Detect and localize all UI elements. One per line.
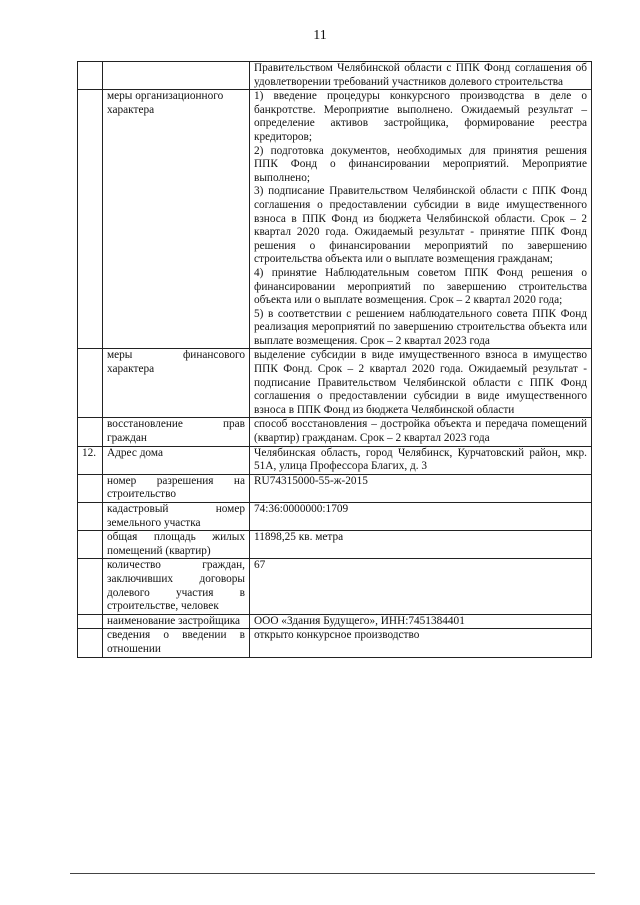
number-cell	[78, 62, 103, 90]
financial-measures-label: меры финансового характера	[103, 349, 250, 418]
table-row	[78, 90, 592, 349]
bottom-rule	[70, 873, 595, 874]
permit-label: номер разрешения на строительство	[103, 474, 250, 502]
area-value: 11898,25 кв. метра	[250, 531, 592, 559]
number-cell	[78, 474, 103, 502]
org-measures-label: меры организационного характера	[103, 90, 250, 349]
area-label: общая площадь жилых помещений (квартир)	[103, 531, 250, 559]
table-row	[78, 629, 592, 657]
table-row	[78, 62, 592, 90]
table-row	[78, 531, 592, 559]
table-row	[78, 349, 592, 418]
restoration-value: способ восстановления – достройка объекта и передача помещений (квартир) гражданам. Срок – 2 квартал 2023 года	[250, 418, 592, 446]
number-cell	[78, 629, 103, 657]
measures-table	[77, 61, 592, 658]
restoration-label: восстановление прав граждан	[103, 418, 250, 446]
number-cell	[78, 559, 103, 614]
number-cell	[78, 503, 103, 531]
list-item: 5) в соответствии с решением наблюдательного совета ППК Фонд реализация мероприятий по завершению строительства объекта или выплате возмещения. Срок – 2 квартал 2023 года	[254, 307, 587, 347]
address-label: Адрес дома	[103, 446, 250, 474]
label-cell	[103, 62, 250, 90]
table-row	[78, 418, 592, 446]
citizens-label: количество граждан, заключивших договоры долевого участия в строительстве, человек	[103, 559, 250, 614]
table-row	[78, 446, 592, 474]
item-number: 12.	[78, 446, 103, 474]
cadastral-value: 74:36:0000000:1709	[250, 503, 592, 531]
table-row	[78, 474, 592, 502]
financial-measures-value: выделение субсидии в виде имущественного взноса в имущество ППК Фонд. Срок – 2 квартал 2020 года. Ожидаемый результат - подписание Правительством Челябинской области с ППК Фонд соглашения о предоставлении субсидии в виде имущественного взноса в ППК Фонд из бюджета Челябинской области	[250, 349, 592, 418]
bankruptcy-value: открыто конкурсное производство	[250, 629, 592, 657]
cadastral-label: кадастровый номер земельного участка	[103, 503, 250, 531]
developer-label: наименование застройщика	[103, 614, 250, 629]
number-cell	[78, 531, 103, 559]
citizens-value: 67	[250, 559, 592, 614]
number-cell	[78, 418, 103, 446]
bankruptcy-label: сведения о введении в отношении	[103, 629, 250, 657]
continued-text: Правительством Челябинской области с ППК Фонд соглашения об удовлетворении требований участников долевого строительства	[250, 62, 592, 90]
table-row	[78, 559, 592, 614]
table-row	[78, 503, 592, 531]
number-cell	[78, 614, 103, 629]
number-cell	[78, 90, 103, 349]
list-item: 1) введение процедуры конкурсного производства в деле о банкротстве. Мероприятие выполнено. Ожидаемый результат – определение активов застройщика, формирование реестра кредиторов;	[254, 90, 587, 143]
permit-value: RU74315000-55-ж-2015	[250, 474, 592, 502]
number-cell	[78, 349, 103, 418]
table-row	[78, 614, 592, 629]
org-measures-list	[250, 90, 592, 349]
developer-value: ООО «Здания Будущего», ИНН:7451384401	[250, 614, 592, 629]
list-item: 2) подготовка документов, необходимых для принятия решения ППК Фонд о финансировании мероприятий. Мероприятие выполнено;	[254, 144, 587, 184]
list-item: 4) принятие Наблюдательным советом ППК Фонд решения о финансировании мероприятий по завершению строительства объекта или о выплате возмещения. Срок – 2 квартал 2020 года;	[254, 266, 587, 307]
address-value: Челябинская область, город Челябинск, Курчатовский район, мкр. 51А, улица Профессора Благих, д. 3	[250, 446, 592, 474]
list-item: 3) подписание Правительством Челябинской области с ППК Фонд соглашения о предоставлении субсидии в виде имущественного взноса в ППК Фонд из бюджета Челябинской области. Срок – 2 квартал 2020 года. Ожидаемый результат - принятие ППК Фонд решения о финансировании мероприятий по завершению строительства объекта или о выплате возмещения гражданам;	[254, 185, 587, 266]
page-number: 11	[313, 28, 327, 43]
